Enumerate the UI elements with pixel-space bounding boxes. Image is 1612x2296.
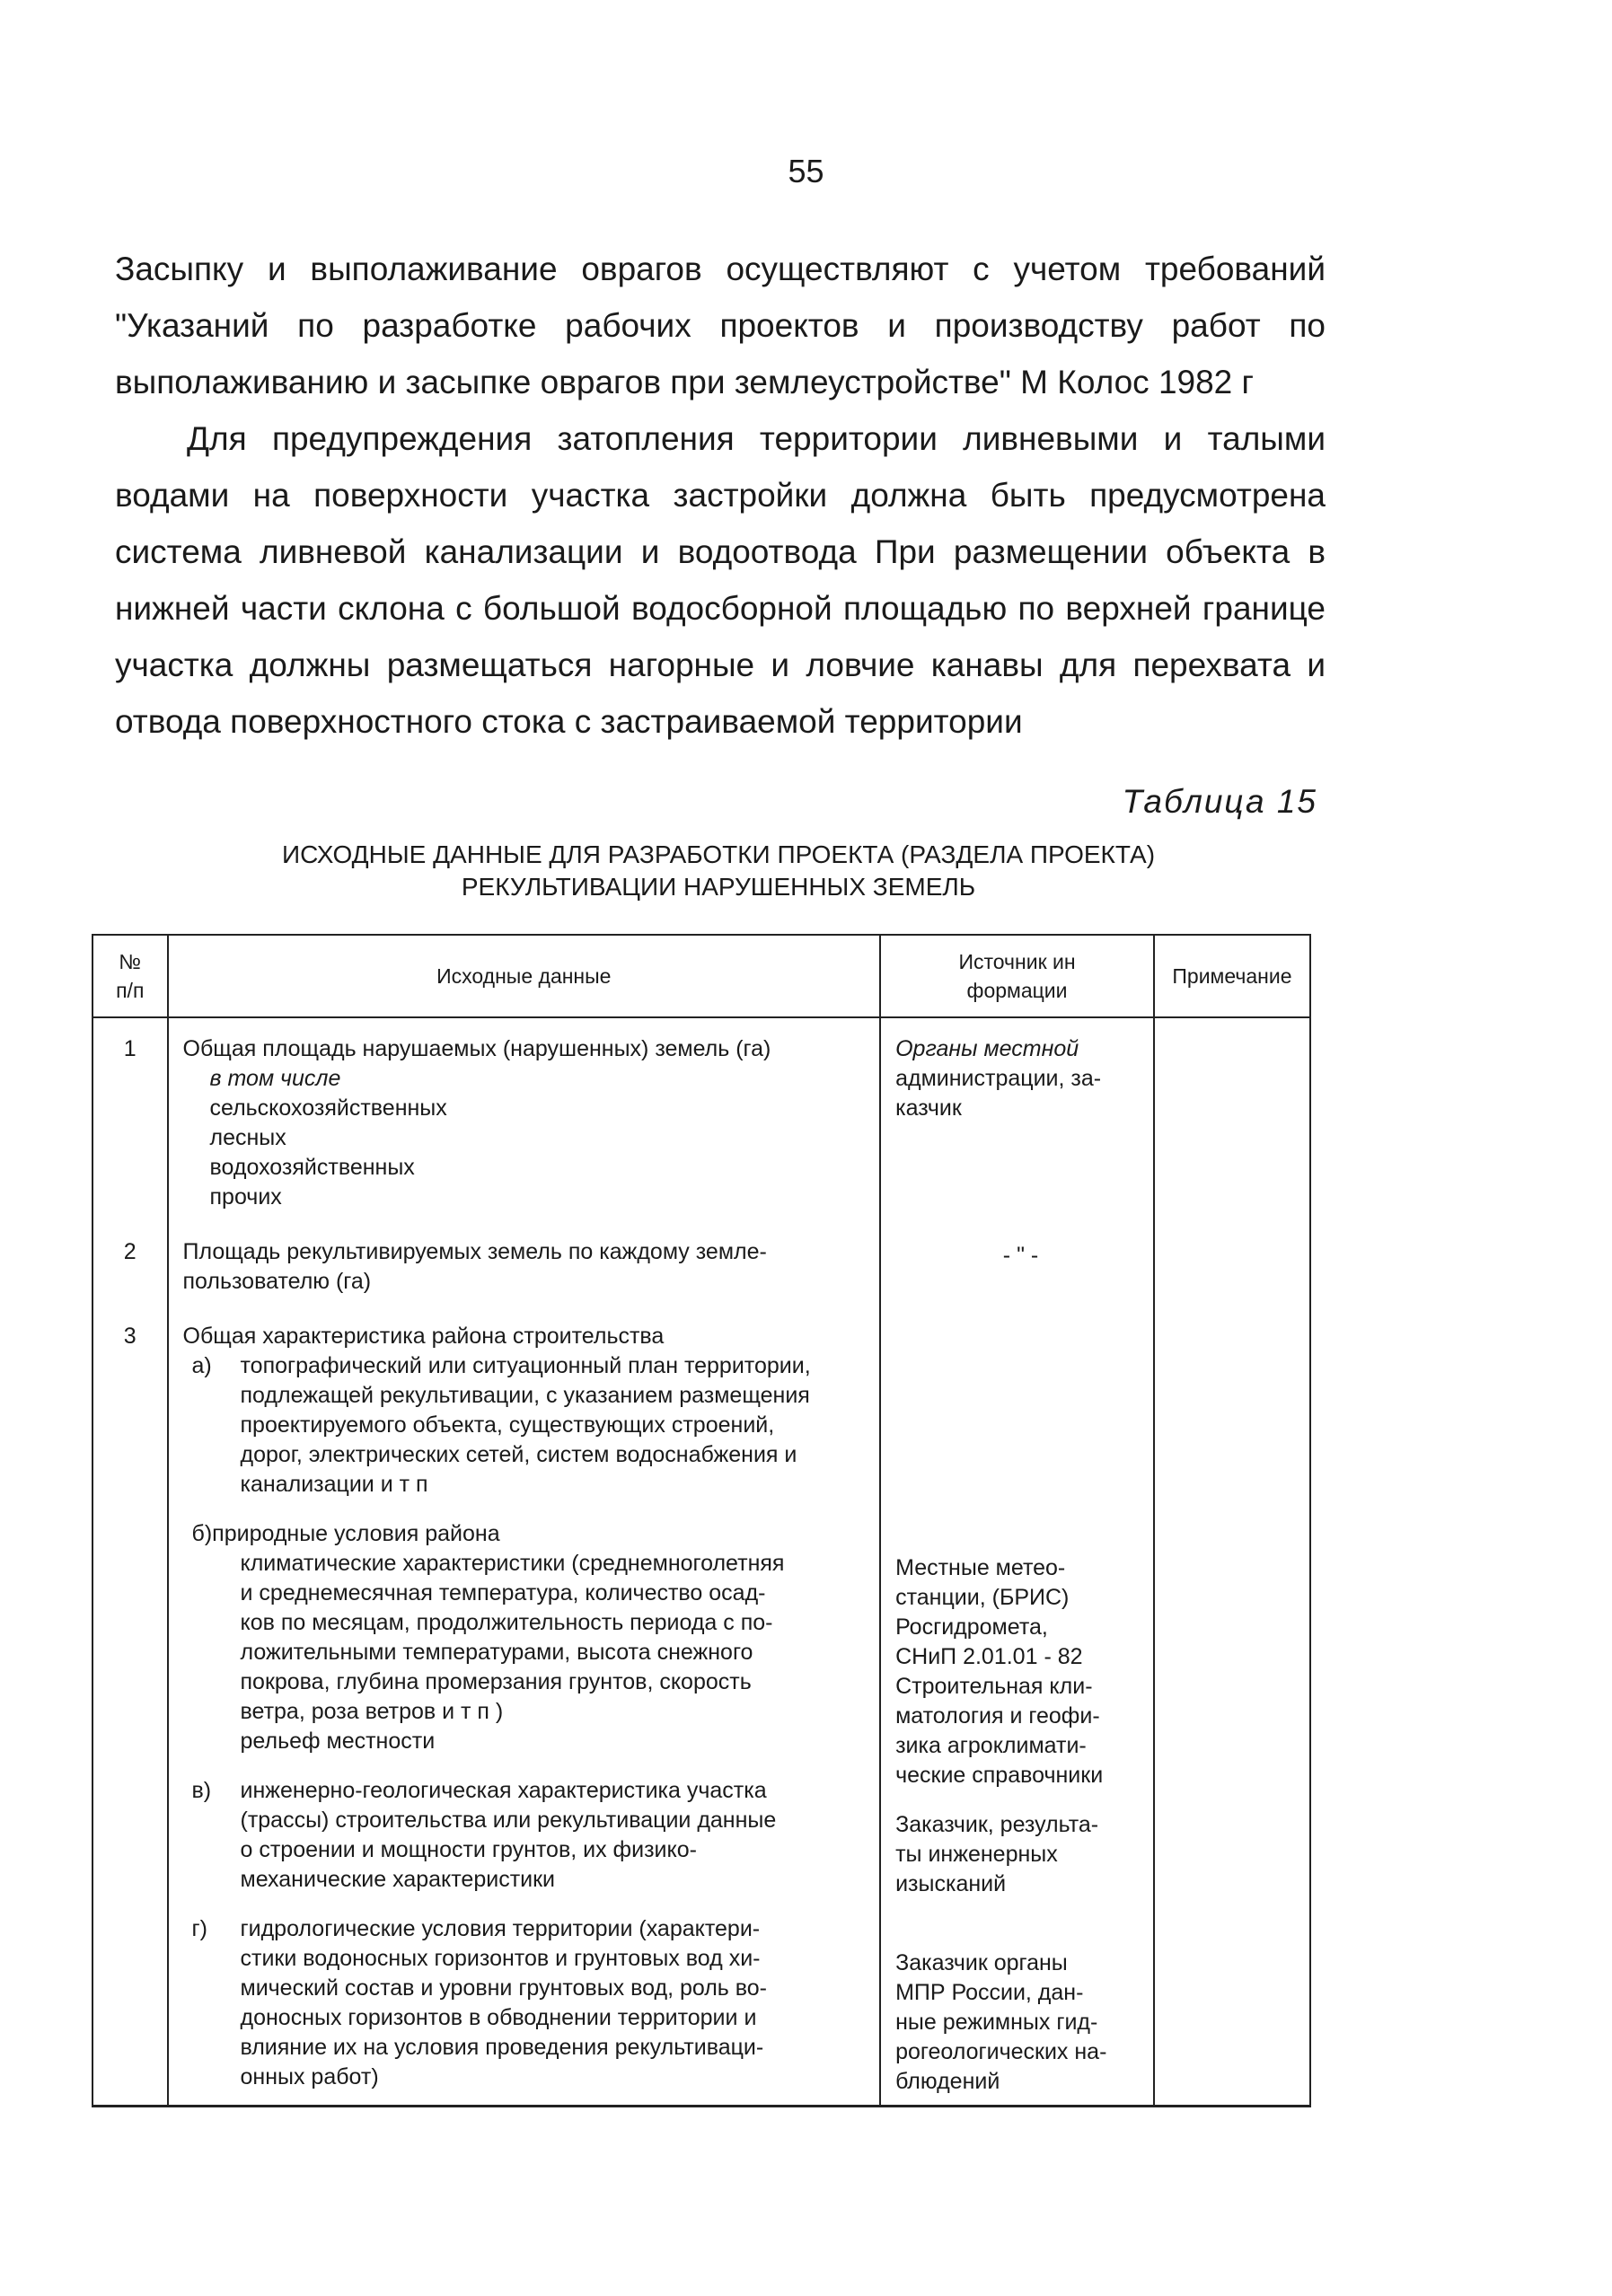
item-g-line: стики водоносных горизонтов и грунтовых вод хи- <box>240 1946 761 1971</box>
source-b-line: зика агроклимати- <box>895 1733 1087 1758</box>
row-1-number: 1 <box>92 1017 168 1232</box>
header-information-source <box>880 935 1154 1017</box>
source-b-line: Местные метео- <box>895 1555 1066 1580</box>
row-2-data <box>168 1232 881 1316</box>
item-b-line: рельеф местности <box>240 1729 436 1754</box>
row-3-source-g <box>895 1949 1146 2097</box>
header-source-line-1: Источник ин <box>958 950 1076 973</box>
row-1-source <box>880 1017 1154 1232</box>
row-1-main: Общая площадь нарушаемых (нарушенных) земель (га) <box>182 1036 771 1061</box>
item-g-line: гидрологические условия территории (характери- <box>240 1916 761 1941</box>
row-1-sub-italic: в том числе <box>209 1066 341 1091</box>
source-data-table <box>92 934 1311 2107</box>
table-row-2 <box>92 1232 1310 1316</box>
item-v-line: инженерно-геологическая характеристика участка <box>240 1778 767 1803</box>
item-g-line: онных работ) <box>240 2064 379 2089</box>
source-b-line: ческие справочники <box>895 1763 1104 1788</box>
item-a-mark: а) <box>191 1353 212 1378</box>
source-g-line: рогеологических на- <box>895 2039 1107 2064</box>
header-source-line-2: формации <box>966 979 1068 1002</box>
row-1-source-line: Органы местной <box>895 1036 1079 1061</box>
row-3-main: Общая характеристика района строительства <box>182 1324 665 1349</box>
item-a-line: канализации и т п <box>240 1472 428 1497</box>
item-b-line: климатические характеристики (среднемноголетняя <box>240 1551 785 1576</box>
source-v-line: Заказчик, результа- <box>895 1812 1099 1837</box>
item-b-line: ложительными температурами, высота снежного <box>240 1640 753 1665</box>
item-a-line: топографический или ситуационный план территории, <box>240 1353 811 1378</box>
row-3-source <box>880 1316 1154 2107</box>
header-number <box>92 935 168 1017</box>
source-b-line: матология и геофи- <box>895 1703 1100 1729</box>
header-note: Примечание <box>1154 935 1310 1017</box>
table-row-3 <box>92 1316 1310 2107</box>
row-1-item: лесных <box>209 1125 286 1150</box>
source-g-line: ные режимных гид- <box>895 2010 1098 2035</box>
row-3-data <box>168 1316 881 2107</box>
item-g-mark: г) <box>191 1916 207 1941</box>
row-3-source-b <box>895 1553 1146 1790</box>
row-2-line: пользователю (га) <box>182 1269 372 1294</box>
row-3-note <box>1154 1316 1310 2107</box>
item-b-line: покрова, глубина промерзания грунтов, скорость <box>240 1669 752 1694</box>
row-3-item-v <box>183 1776 873 1895</box>
source-b-line: Строительная кли- <box>895 1674 1093 1699</box>
source-g-line: блюдений <box>895 2069 1000 2094</box>
item-v-line: (трассы) строительства или рекультивации данные <box>240 1808 777 1833</box>
item-a-line: дорог, электрических сетей, систем водоснабжения и <box>240 1442 797 1467</box>
item-v-mark: в) <box>191 1778 212 1803</box>
item-v-line: о строении и мощности грунтов, их физико- <box>240 1837 697 1862</box>
item-b-line: ветра, роза ветров и т п ) <box>240 1699 504 1724</box>
source-b-line: станции, (БРИС) <box>895 1585 1070 1610</box>
item-v-line: механические характеристики <box>240 1867 556 1892</box>
item-b-mark: б) <box>191 1521 213 1546</box>
table-title-line-1: ИСХОДНЫЕ ДАННЫЕ ДЛЯ РАЗРАБОТКИ ПРОЕКТА (РАЗДЕЛА ПРОЕКТА) <box>281 840 1156 868</box>
row-2-source: - " - <box>880 1232 1154 1316</box>
table-label: Таблица 15 <box>1122 783 1317 820</box>
row-1-item: прочих <box>209 1184 282 1210</box>
source-b-line: СНиП 2.01.01 - 82 <box>895 1644 1083 1669</box>
row-3-item-a <box>183 1351 873 1500</box>
row-2-line: Площадь рекультивируемых земель по каждому земле- <box>182 1239 767 1264</box>
page-number: 55 <box>788 153 824 189</box>
header-number-line-2: п/п <box>116 979 145 1002</box>
item-g-line: влияние их на условия проведения рекультиваци- <box>240 2035 764 2060</box>
row-1-item: водохозяйственных <box>209 1155 415 1180</box>
row-1-item: сельскохозяйственных <box>209 1095 447 1121</box>
header-number-line-1: № <box>119 950 142 973</box>
table-title-line-2: РЕКУЛЬТИВАЦИИ НАРУШЕННЫХ ЗЕМЕЛЬ <box>461 873 976 901</box>
source-g-line: МПР России, дан- <box>895 1980 1084 2005</box>
row-3-number: 3 <box>92 1316 168 2107</box>
item-a-line: проектируемого объекта, существующих строений, <box>240 1412 775 1438</box>
source-v-line: изысканий <box>895 1871 1007 1896</box>
row-3-item-b <box>183 1519 873 1756</box>
row-1-source-line: администрации, за- <box>895 1066 1102 1091</box>
row-2-note <box>1154 1232 1310 1316</box>
table-title <box>180 839 1257 903</box>
body-text <box>115 241 1326 750</box>
table-header-row <box>92 935 1310 1017</box>
header-source-data: Исходные данные <box>168 935 881 1017</box>
row-1-note <box>1154 1017 1310 1232</box>
paragraph-1: Засыпку и выполаживание оврагов осуществляют с учетом требований "Указаний по разработке рабочих проектов и производству работ по выполаживанию и засыпке оврагов при землеустройстве" М Колос 1982 г <box>115 251 1326 400</box>
source-g-line: Заказчик органы <box>895 1950 1068 1975</box>
row-2-number: 2 <box>92 1232 168 1316</box>
row-1-source-line: казчик <box>895 1095 962 1121</box>
table-row-1 <box>92 1017 1310 1232</box>
item-b-line: ков по месяцам, продолжительность периода с по- <box>240 1610 773 1635</box>
row-1-data <box>168 1017 881 1232</box>
paragraph-2: Для предупреждения затопления территории ливневыми и талыми водами на поверхности участка застройки должна быть предусмотрена система ливневой канализации и водоотвода При размещении объекта в нижней части склона с большой водосборной площадью по верхней границе участка должны размещаться нагорные и ловчие канавы для перехвата и отвода поверхностного стока с застраиваемой территории <box>115 420 1326 740</box>
row-3-item-g <box>183 1914 873 2092</box>
source-v-line: ты инженерных <box>895 1842 1058 1867</box>
row-3-source-v <box>895 1810 1146 1899</box>
source-b-line: Росгидромета, <box>895 1614 1048 1640</box>
item-b-head: природные условия района <box>212 1521 500 1546</box>
item-g-line: мический состав и уровни грунтовых вод, роль во- <box>240 1975 768 2001</box>
item-b-line: и среднемесячная температура, количество осад- <box>240 1580 766 1605</box>
item-a-line: подлежащей рекультивации, с указанием размещения <box>240 1383 810 1408</box>
item-g-line: доносных горизонтов в обводнении территории и <box>240 2005 757 2030</box>
